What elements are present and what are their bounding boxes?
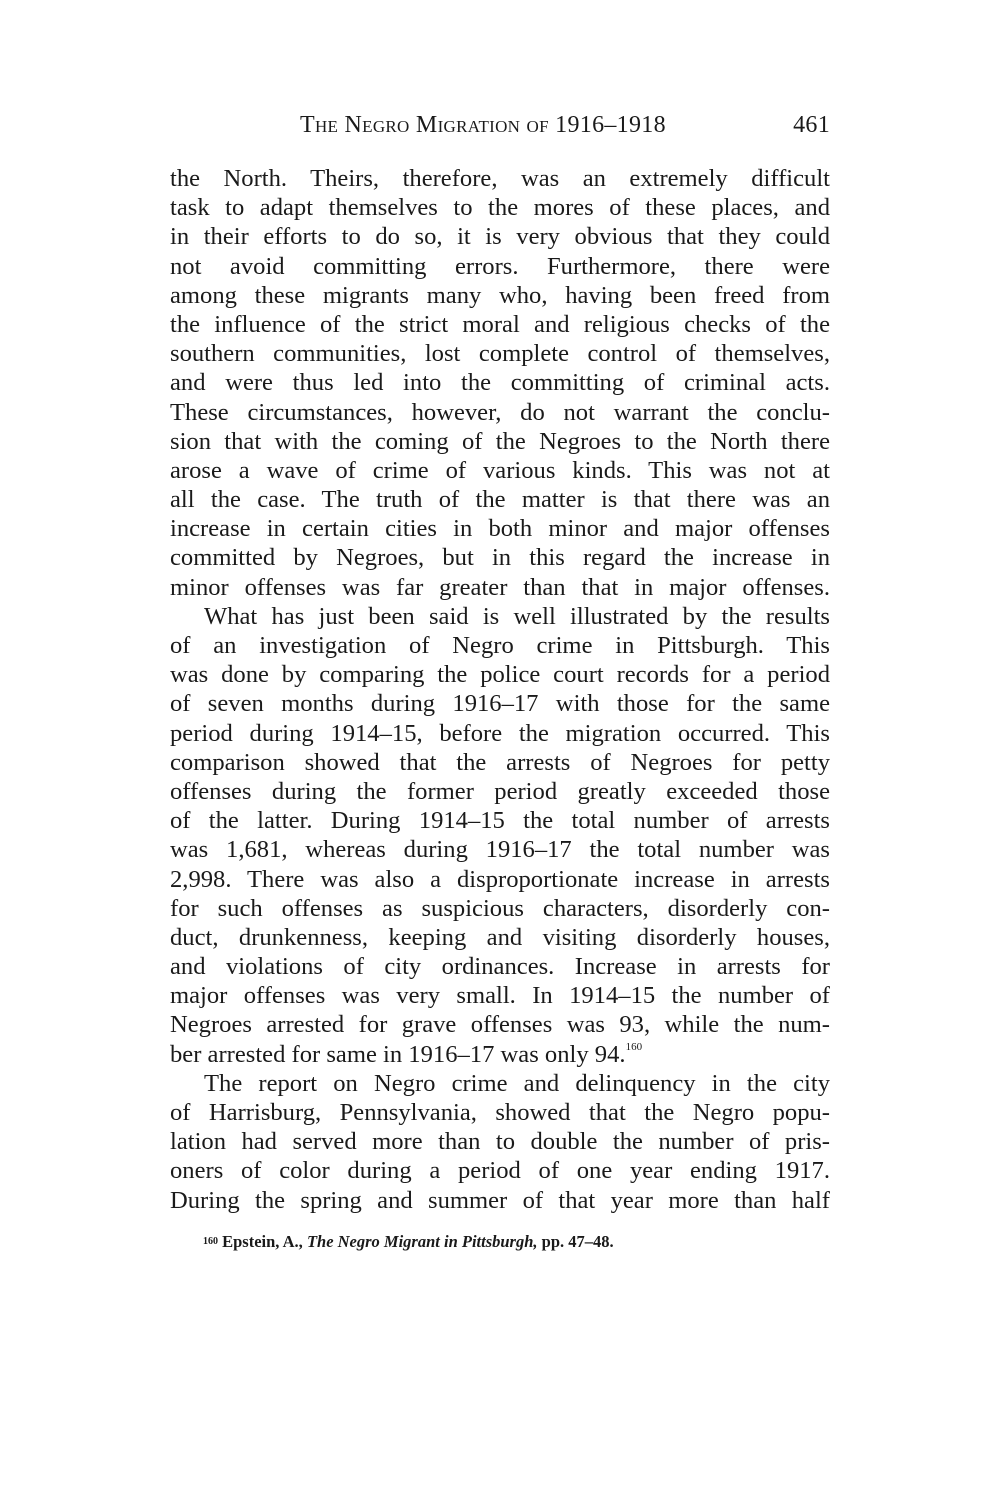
text-line: not avoid committing errors. Furthermore, there were [170, 252, 830, 280]
text-line: and were thus led into the committing of criminal acts. [170, 369, 830, 397]
running-head [300, 112, 830, 146]
text-line: major offenses was very small. In 1914–15 the number of [170, 982, 830, 1010]
text-line: comparison showed that the arrests of Negroes for petty [170, 748, 830, 776]
footnote-title: The Negro Migrant in Pittsburgh, [306, 1232, 538, 1251]
text-line: of Harrisburg, Pennsylvania, showed that the Negro popu- [170, 1099, 830, 1126]
paragraph-1 [170, 164, 830, 602]
text-line: task to adapt themselves to the mores of these places, and [170, 194, 830, 222]
footnote-mark: 160 [203, 1236, 218, 1247]
text-line: of an investigation of Negro crime in Pittsburgh. This [170, 632, 830, 659]
paragraph-2 [170, 602, 830, 1069]
text-line-with-note [170, 1040, 830, 1069]
text-line: minor offenses was far greater than that in major offenses. [170, 573, 830, 601]
footnote-author: Epstein, A., [222, 1232, 307, 1251]
text-line: in their efforts to do so, it is very obvious that they could [170, 223, 830, 251]
text-line: all the case. The truth of the matter is that there was an [170, 486, 830, 514]
text-line: arose a wave of crime of various kinds. This was not at [170, 456, 830, 484]
text-line: The report on Negro crime and delinquency in the city [204, 1069, 830, 1097]
text-line: was 1,681, whereas during 1916–17 the total number was [170, 836, 830, 864]
text-line: increase in certain cities in both minor and major offenses [170, 515, 830, 543]
text-line: 2,998. There was also a disproportionate increase in arrests [170, 865, 830, 893]
text-line: among these migrants many who, having been freed from [170, 281, 830, 309]
paragraph-3 [170, 1069, 830, 1215]
text-line: What has just been said is well illustrated by the results [204, 602, 830, 630]
text-line: sion that with the coming of the Negroes to the North there [170, 427, 830, 455]
text-line: the North. Theirs, therefore, was an extremely difficult [170, 165, 830, 192]
text-line: lation had served more than to double the number of pris- [170, 1128, 830, 1156]
running-title: The Negro Migration of 1916–1918 [300, 112, 666, 138]
text-line: and violations of city ordinances. Increase in arrests for [170, 953, 830, 981]
text-line: duct, drunkenness, keeping and visiting disorderly houses, [170, 923, 830, 951]
text-line: of the latter. During 1914–15 the total number of arrests [170, 807, 830, 835]
text-line: oners of color during a period of one year ending 1917. [170, 1157, 830, 1185]
body-text [170, 164, 830, 1215]
footnote-pages: pp. 47–48. [537, 1232, 614, 1251]
text-line: offenses during the former period greatly exceeded those [170, 777, 830, 805]
text-line: period during 1914–15, before the migration occurred. This [170, 719, 830, 747]
text-line: ber arrested for same in 1916–17 was only 94. [170, 1040, 626, 1068]
text-line: the influence of the strict moral and religious checks of the [170, 310, 830, 338]
text-line: During the spring and summer of that year more than half [170, 1186, 830, 1214]
text-line: These circumstances, however, do not warrant the conclu- [170, 398, 830, 426]
text-line: Negroes arrested for grave offenses was 93, while the num- [170, 1011, 830, 1039]
text-line: was done by comparing the police court records for a period [170, 661, 830, 689]
text-line: committed by Negroes, but in this regard the increase in [170, 544, 830, 572]
footnote [203, 1232, 614, 1252]
text-line: for such offenses as suspicious characters, disorderly con- [170, 894, 830, 922]
text-line: of seven months during 1916–17 with those for the same [170, 690, 830, 718]
footnote-reference: 160 [625, 1040, 643, 1053]
page-number: 461 [793, 112, 830, 138]
text-line: southern communities, lost complete control of themselves, [170, 340, 830, 368]
